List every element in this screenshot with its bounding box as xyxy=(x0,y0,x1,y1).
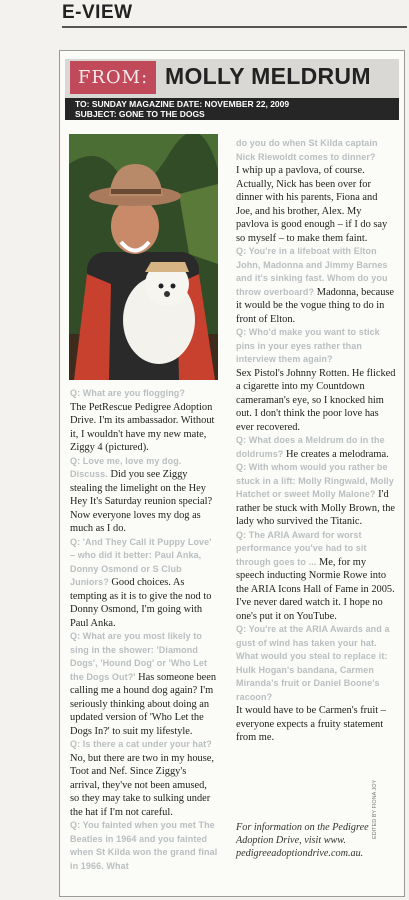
qa-item xyxy=(236,623,396,745)
answer: Good choices. As tempting as it is to give the nod to Donny Osmond, I'm going with Paul Anka. xyxy=(70,577,212,629)
from-header xyxy=(65,59,399,98)
answer: No, but there are two in my house, Toot and Nef. Since Ziggy's arrival, they've not been amused, so they may take to sulking under the hat if I'm not careful. xyxy=(70,752,214,818)
portrait-photo xyxy=(69,134,218,380)
question: do you do when St Kilda captain Nick Riewoldt comes to dinner? xyxy=(236,138,378,162)
qa-item xyxy=(70,630,218,738)
to-date-line: TO: SUNDAY MAGAZINE DATE: NOVEMBER 22, 2009 xyxy=(75,99,290,109)
from-label: FROM: xyxy=(70,61,156,94)
question: Q: What does a Meldrum do in the doldrums? xyxy=(236,435,385,459)
qa-item xyxy=(236,326,396,434)
answer: Sex Pistol's Johnny Rotten. He flicked a cigarette into my Countdown cameraman's eye, so I knocked him out. I don't think the poor love has ever recovered. xyxy=(236,367,396,433)
answer: Did you see Ziggy stealing the limelight on the Hey Hey It's Saturday reunion special? Now everyone loves my dog as much as I do. xyxy=(70,469,213,534)
left-column xyxy=(70,387,218,873)
qa-item xyxy=(70,738,218,819)
footer-note: For information on the Pedigree Adoption Drive, visit www. pedigreeadoptiondrive.com.au. xyxy=(236,822,369,859)
section-label: E-VIEW xyxy=(62,2,133,23)
question: Q: 'And They Call it Puppy Love' – who did it better: Paul Anka, Donny Osmond or S Club Juniors? xyxy=(70,536,212,587)
answer: It would have to be Carmen's fruit – everyone expects a fruity statement from me. xyxy=(236,705,386,743)
qa-item xyxy=(236,245,396,326)
article-card xyxy=(59,50,405,897)
question: Q: Is there a cat under your hat? xyxy=(70,739,212,749)
qa-item xyxy=(236,461,396,529)
question: Q: You fainted when you met The Beatles in 1964 and you fainted when St Kilda won the grand final in 1966. What xyxy=(70,820,218,871)
answer: Has someone been calling me a hound dog again? I'm seriously thinking about doing an updated version of 'Who Let the Dogs In?' to suit my lifestyle. xyxy=(70,671,217,737)
answer: I whip up a pavlova, of course. Actually, Nick has been over for dinner with his parents, Fiona and Joe, and his brother, Alex. My pavlova is good enough – if I do say so myself – to make them faint. xyxy=(236,165,388,244)
qa-item xyxy=(236,137,396,245)
qa-item xyxy=(70,819,218,873)
answer: I'd rather be stuck with Molly Brown, the lady who survived the Titanic. xyxy=(236,489,396,527)
right-column xyxy=(236,137,396,745)
question: Q: Who'd make you want to stick pins in your eyes rather than interview them again? xyxy=(236,327,380,364)
question: Q: What are you flogging? xyxy=(70,388,185,398)
qa-item xyxy=(236,529,396,624)
answer: He creates a melodrama. xyxy=(286,448,389,460)
question: Q: What are you most likely to sing in the shower: 'Diamond Dogs', 'Hound Dog' or 'Who Let the Dogs Out?' xyxy=(70,631,208,682)
qa-item xyxy=(70,536,218,631)
answer: The PetRescue Pedigree Adoption Drive. I'm its ambassador. Without it, I wouldn't have my new mate, Ziggy 4 (pictured). xyxy=(70,401,215,453)
qa-item xyxy=(70,455,218,536)
question: Q: The ARIA Award for worst performance you've had to sit through goes to ... xyxy=(236,529,367,567)
question: Q: You're in a lifeboat with Elton John, Madonna and Jimmy Barnes and it's sinking fast. Whom do you throw overboard? xyxy=(236,246,388,297)
answer: Me, for my speech inducting Normie Rowe into the ARIA Icons Hall of Fame in 2005. I've never dared watch it. I hope no one's put it on YouTube. xyxy=(236,556,395,622)
question: Q: With whom would you rather be stuck in a lift: Molly Ringwald, Molly Hatchet or sweet Molly Malone? xyxy=(236,462,394,499)
sender-name: MOLLY MELDRUM xyxy=(165,63,371,89)
editor-credit: EDITED BY FIONA JOY xyxy=(372,779,378,839)
qa-item xyxy=(236,434,396,461)
question: Q: You're at the ARIA Awards and a gust of wind has taken your hat. What would you steal to replace it: Hulk Hogan's bandana, Carmen Miranda's fruit or Daniel Boone's racoon? xyxy=(236,624,390,702)
subject-line: SUBJECT: GONE TO THE DOGS xyxy=(75,109,205,119)
qa-item xyxy=(70,387,218,455)
section-rule xyxy=(62,26,407,28)
question: Q: Love me, love my dog. Discuss. xyxy=(70,455,182,479)
answer: Madonna, because it would be the vogue thing to do in front of Elton. xyxy=(236,286,395,325)
memo-meta xyxy=(65,98,399,120)
